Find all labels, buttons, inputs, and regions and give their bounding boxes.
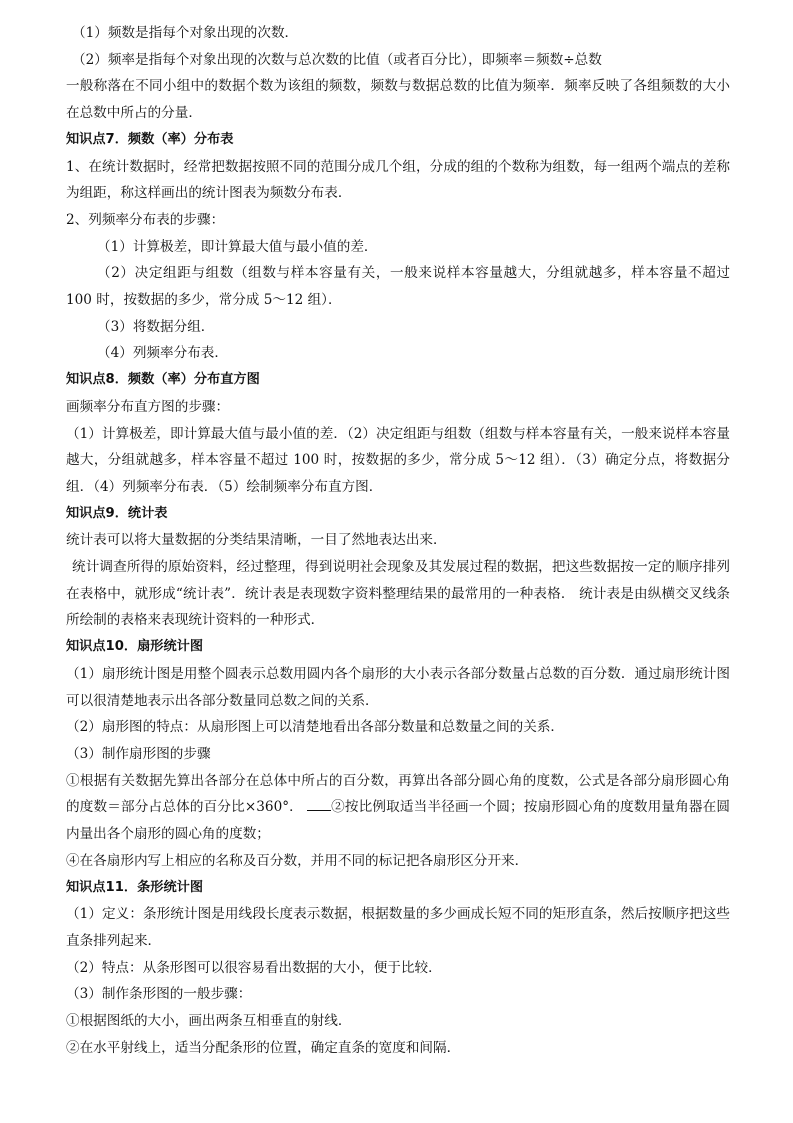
answer-blank [307, 796, 331, 811]
paragraph: 画频率分布直方图的步骤： [66, 398, 230, 415]
paragraph [66, 768, 730, 848]
section-heading-8: 知识点8．频数（率）分布直方图 [66, 372, 260, 388]
step-text: ①根据有关数据先算出各部分在总体中所占的百分数，再算出各部分圆心角的度数，公式是各部分扇形圆心角的度数＝部分占总体的百分比×360°． [66, 772, 730, 816]
paragraph: ②在水平射线上，适当分配条形的位置，确定直条的宽度和间隔． [66, 1039, 461, 1056]
step-text: ②按比例取适当半径画一个圆；按扇形圆心角的度数用量角器在圆内量出各个扇形的圆心角的度数； [66, 799, 730, 843]
paragraph: 1、在统计数据时，经常把数据按照不同的范围分成几个组，分成的组的个数称为组数，每一组两个端点的差称为组距，称这样画出的统计图表为频数分布表． [66, 158, 730, 202]
paragraph: （2）扇形图的特点：从扇形图上可以清楚地看出各部分数量和总数量之间的关系． [66, 719, 565, 736]
paragraph: 统计调查所得的原始资料，经过整理，得到说明社会现象及其发展过程的数据，把这些数据按一定的顺序排列在表格中，就形成“统计表”．统计表是表现数字资料整理结果的最常用的一种表格． 统计表是由纵横交叉线条所绘制的表格来表现统计资料的一种形式． [66, 559, 730, 629]
paragraph: ①根据图纸的大小，画出两条互相垂直的射线． [66, 1013, 352, 1030]
section-heading-9: 知识点9．统计表 [66, 505, 168, 521]
paragraph: （1）频数是指每个对象出现的次数． [72, 25, 299, 41]
list-item: （3）将数据分组． [97, 318, 215, 335]
paragraph: （2）频率是指每个对象出现的次数与总次数的比值（或者百分比），即频率＝频数÷总数 [72, 51, 602, 68]
paragraph: 2、列频率分布表的步骤： [66, 211, 225, 228]
paragraph: （1）计算极差，即计算最大值与最小值的差．（2）决定组距与组数（组数与样本容量有关，一般来说样本容量越大，分组就越多，样本容量不超过 100 时，按数据的多少，常分成 5～12 组）．（3）确定分点，将数据分组．（4）列频率分布表．（5）绘制频率分布直方图． [66, 425, 730, 495]
section-heading-11: 知识点11．条形统计图 [66, 879, 204, 895]
document-page [66, 20, 730, 1061]
paragraph: 统计表可以将大量数据的分类结果清晰，一目了然地表达出来． [66, 532, 447, 549]
paragraph: （3）制作扇形图的步骤 [66, 745, 211, 762]
list-item: （1）计算极差，即计算最大值与最小值的差． [97, 238, 378, 255]
section-heading-10: 知识点10．扇形统计图 [66, 639, 204, 655]
paragraph: （2）特点：从条形图可以很容易看出数据的大小，便于比较． [66, 959, 442, 976]
list-item: （2）决定组距与组数（组数与样本容量有关，一般来说样本容量越大，分组就越多，样本容量不超过 100 时，按数据的多少，常分成 5～12 组）． [66, 265, 730, 309]
paragraph: ④在各扇形内写上相应的名称及百分数，并用不同的标记把各扇形区分开来． [66, 852, 529, 869]
paragraph: （3）制作条形图的一般步骤： [66, 986, 252, 1003]
paragraph: 一般称落在不同小组中的数据个数为该组的频数，频数与数据总数的比值为频率．频率反映了各组频数的大小在总数中所占的分量． [66, 78, 730, 122]
section-heading-7: 知识点7．频数（率）分布表 [66, 131, 234, 147]
list-item: （4）列频率分布表． [97, 345, 228, 362]
paragraph: （1）扇形统计图是用整个圆表示总数用圆内各个扇形的大小表示各部分数量占总数的百分数．通过扇形统计图可以很清楚地表示出各部分数量同总数之间的关系． [66, 665, 730, 709]
paragraph: （1）定义：条形统计图是用线段长度表示数据，根据数量的多少画成长短不同的矩形直条，然后按顺序把这些直条排列起来． [66, 906, 730, 949]
